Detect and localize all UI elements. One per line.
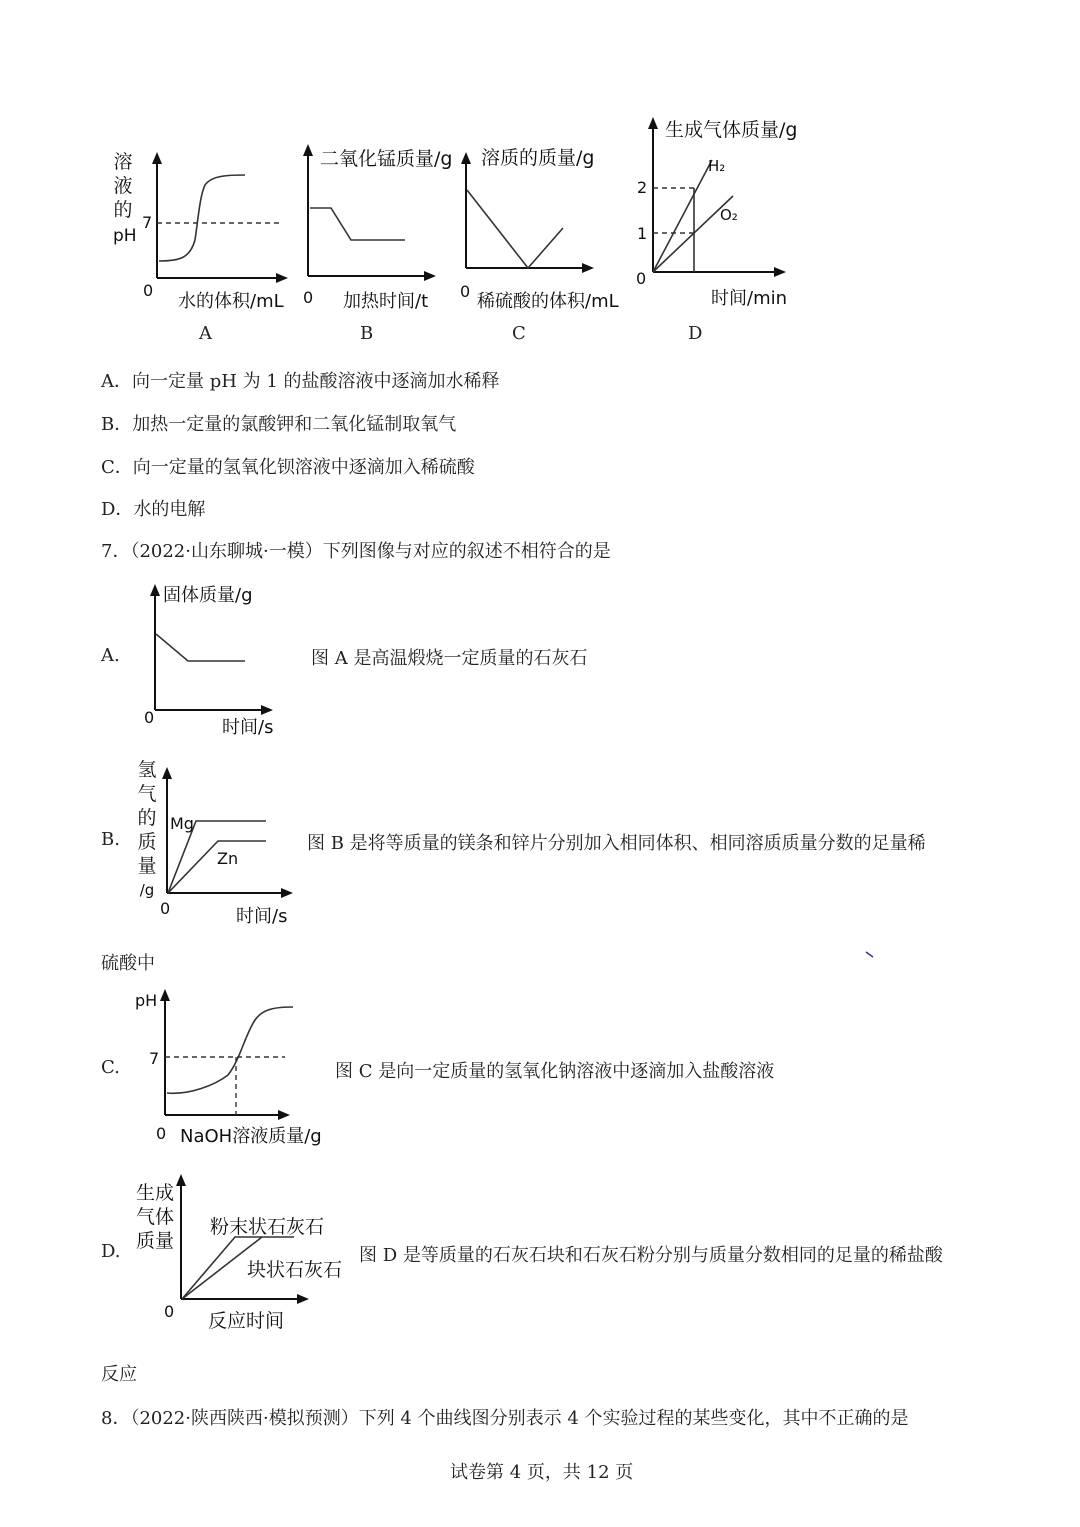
graph-b-xlabel: 加热时间/t bbox=[343, 291, 429, 312]
q7a-desc: 图 A 是高温煅烧一定质量的石灰石 bbox=[311, 648, 588, 669]
graph-b-line bbox=[310, 208, 405, 240]
graph-d-tick2: 2 bbox=[637, 178, 648, 197]
q7b-desc: 图 B 是将等质量的镁条和锌片分别加入相同体积、相同溶质质量分数的足量稀 bbox=[307, 833, 926, 854]
graph-a-ph-label: pH bbox=[113, 226, 137, 246]
graph-d-origin: 0 bbox=[636, 269, 647, 288]
q7a-xlabel: 时间/s bbox=[222, 717, 274, 738]
q7d-letter: D. bbox=[101, 1241, 121, 1262]
graph-c-xlabel: 稀硫酸的体积/mL bbox=[477, 291, 619, 312]
q7d-block-label: 块状石灰石 bbox=[247, 1259, 343, 1281]
graph-d-caption: D bbox=[688, 323, 703, 344]
q7a-letter: A. bbox=[101, 645, 120, 666]
q7a-ylabel: 固体质量/g bbox=[163, 585, 253, 606]
q6-option-c: C．向一定量的氢氧化钡溶液中逐滴加入稀硫酸 bbox=[101, 457, 475, 478]
graph-d-ylabel: 生成气体质量/g bbox=[665, 119, 798, 141]
q7b-zn-label: Zn bbox=[217, 849, 239, 868]
q7c-letter: C. bbox=[101, 1057, 120, 1078]
q7b-xlabel: 时间/s bbox=[236, 906, 288, 927]
graph-c-axes bbox=[461, 152, 594, 273]
q8-stem: 8．（2022·陕西陕西·模拟预测）下列 4 个曲线图分别表示 4 个实验过程的某些变化，其中不正确的是 bbox=[101, 1408, 909, 1429]
q7c-xlabel: NaOH溶液质量/g bbox=[180, 1126, 322, 1147]
q7b-letter: B. bbox=[101, 829, 120, 850]
q7a-line bbox=[156, 634, 245, 661]
q7c-origin: 0 bbox=[156, 1124, 167, 1143]
graph-a-ylabel: 溶 液 的 bbox=[113, 151, 133, 221]
graph-a-curve bbox=[159, 175, 245, 261]
graph-c-line bbox=[467, 190, 563, 268]
graph-c-origin: 0 bbox=[460, 282, 471, 301]
q7c-axes bbox=[160, 989, 293, 1120]
graph-a-tick7: 7 bbox=[142, 213, 153, 232]
q7c-desc: 图 C 是向一定质量的氢氧化钠溶液中逐滴加入盐酸溶液 bbox=[335, 1061, 775, 1082]
graph-d-h2-label: H₂ bbox=[708, 157, 726, 175]
q7c-ylabel: pH bbox=[135, 991, 158, 1010]
q7d-xlabel: 反应时间 bbox=[208, 1310, 285, 1332]
q7c-tick7: 7 bbox=[149, 1049, 160, 1068]
page-footer: 试卷第 4 页，共 12 页 bbox=[450, 1462, 634, 1483]
graph-a-caption: A bbox=[199, 323, 212, 344]
q6-option-a: A．向一定量 pH 为 1 的盐酸溶液中逐滴加水稀释 bbox=[101, 371, 500, 392]
graph-b-origin: 0 bbox=[303, 288, 314, 307]
q7d-axes bbox=[176, 1174, 309, 1304]
q7b-ylabel: 氢 气 的 质 量 /g bbox=[137, 759, 157, 899]
graph-c-caption: C bbox=[512, 323, 526, 344]
q7-stem: 7．（2022·山东聊城·一模）下列图像与对应的叙述不相符合的是 bbox=[101, 541, 611, 562]
q7d-desc: 图 D 是等质量的石灰石块和石灰石粉分别与质量分数相同的足量的稀盐酸 bbox=[359, 1245, 943, 1266]
graph-a-axes bbox=[152, 152, 288, 283]
q7a-origin: 0 bbox=[144, 708, 155, 727]
q7b-origin: 0 bbox=[160, 899, 171, 918]
q7d-powder-label: 粉末状石灰石 bbox=[210, 1216, 325, 1238]
graph-a-origin: 0 bbox=[143, 281, 154, 300]
graph-d-xlabel: 时间/min bbox=[711, 288, 788, 309]
q7c-curve bbox=[167, 1007, 293, 1093]
q6-option-d: D．水的电解 bbox=[101, 499, 206, 520]
graph-d-h2-line bbox=[653, 160, 712, 272]
q7d-origin: 0 bbox=[164, 1302, 175, 1321]
graph-b-caption: B bbox=[360, 323, 374, 344]
stray-mark bbox=[866, 952, 873, 957]
q7d-ylabel: 生成 气体 质量 bbox=[136, 1182, 175, 1252]
q7b-desc-cont: 硫酸中 bbox=[101, 953, 155, 974]
graph-a-xlabel: 水的体积/mL bbox=[178, 291, 284, 312]
q7d-desc-cont: 反应 bbox=[101, 1364, 137, 1385]
graph-b-ylabel: 二氧化锰质量/g bbox=[320, 148, 453, 170]
q6-option-b: B．加热一定量的氯酸钾和二氧化锰制取氧气 bbox=[101, 414, 457, 435]
graph-c-ylabel: 溶质的质量/g bbox=[481, 147, 595, 169]
graph-d-o2-label: O₂ bbox=[720, 206, 738, 224]
graph-d-tick1: 1 bbox=[637, 224, 648, 243]
q7b-mg-label: Mg bbox=[170, 814, 194, 833]
